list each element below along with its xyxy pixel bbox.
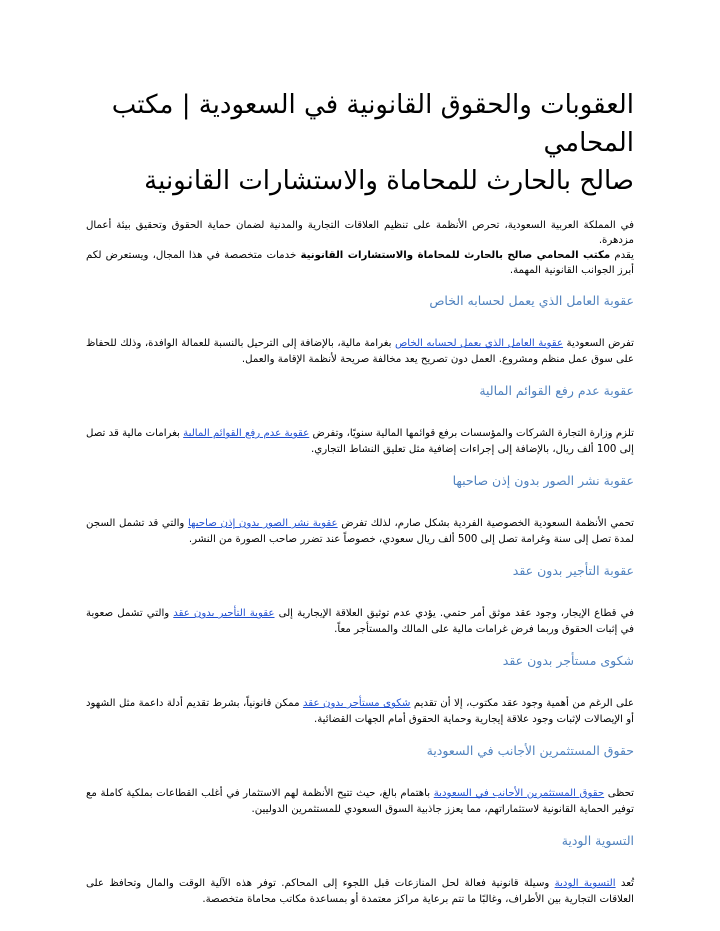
section-paragraph: [86, 426, 634, 458]
paragraph-text: باهتمام بالغ، حيث تتيح الأنظمة لهم الاستثمار في أغلب القطاعات بملكية كاملة مع توفير الحماية القانونية لاستثماراتهم، مما يعزز جاذبية السوق السعودي للمستثمرين الدوليين.: [86, 788, 634, 815]
worker-penalty-link[interactable]: عقوبة العامل الذي يعمل لحسابه الخاص: [394, 338, 564, 349]
paragraph-text: تحمي الأنظمة السعودية الخصوصية الفردية بشكل صارم، لذلك تفرض: [337, 518, 634, 529]
section-financial-statements: [86, 382, 634, 458]
section-heading: عقوبة عدم رفع القوائم المالية: [479, 383, 634, 398]
section-paragraph: [86, 516, 634, 548]
paragraph-text: وسيلة قانونية فعالة لحل المنازعات قبل اللجوء إلى المحاكم. توفر هذه الآلية الوقت والمال وتحافظ على العلاقات التجارية بين الأطراف، وغالبًا ما تتم برعاية مراكز معتمدة أو بمساعدة مكاتب محاماة متخصصة.: [86, 878, 634, 905]
page-title: [86, 86, 634, 200]
paragraph-text: بغرامة مالية، بالإضافة إلى الترحيل بالنسبة للعمالة الوافدة، وذلك للحفاظ على سوق عمل منظم ومشروع. العمل دون تصريح يعد مخالفة صريحة لأنظمة الإقامة والعمل.: [86, 338, 634, 365]
section-heading: شكوى مستأجر بدون عقد: [502, 653, 634, 668]
document-page: [86, 86, 634, 908]
section-photo-publishing: [86, 472, 634, 548]
section-heading: عقوبة نشر الصور بدون إذن صاحبها: [452, 473, 634, 488]
financial-statements-link[interactable]: عقوبة عدم رفع القوائم المالية: [183, 428, 310, 439]
paragraph-text: على الرغم من أهمية وجود عقد مكتوب، إلا أن تقديم: [410, 698, 634, 709]
section-heading: عقوبة التأجير بدون عقد: [512, 563, 634, 578]
section-foreign-investors: [86, 742, 634, 818]
renting-penalty-link[interactable]: عقوبة التأجير بدون عقد: [173, 608, 275, 619]
amicable-settlement-link[interactable]: التسوية الودية: [554, 878, 616, 889]
paragraph-text: والتي تشمل صعوبة في إثبات الحقوق وربما فرض غرامات مالية على المالك والمستأجر معاً.: [86, 608, 634, 635]
section-worker-penalty: [86, 292, 634, 368]
tenant-complaint-link[interactable]: شكوى مستأجر بدون عقد: [302, 698, 411, 709]
paragraph-text: بغرامات مالية قد تصل إلى 100 ألف ريال، بالإضافة إلى إجراءات إضافية مثل تعليق النشاط التجاري.: [86, 428, 634, 455]
section-paragraph: [86, 606, 634, 638]
section-paragraph: [86, 336, 634, 368]
intro-text-pre: يقدم: [610, 250, 634, 261]
paragraph-text: ممكن قانونياً، بشرط تقديم أدلة داعمة مثل الشهود أو الإيصالات لإثبات وجود علاقة إيجارية وحماية الحقوق أمام الجهات القضائية.: [86, 698, 634, 725]
section-tenant-complaint: [86, 652, 634, 728]
intro-paragraph-1: في المملكة العربية السعودية، تحرص الأنظمة على تنظيم العلاقات التجارية والمدنية لضمان حماية الحقوق وتحقيق بيئة أعمال مزدهرة.: [86, 220, 634, 246]
paragraph-text: في قطاع الإيجار، وجود عقد موثق أمر حتمي. يؤدي عدم توثيق العلاقة الإيجارية إلى: [274, 608, 634, 619]
office-name: مكتب المحامي صالح بالحارث للمحاماة والاستشارات القانونية: [300, 250, 611, 261]
foreign-investors-link[interactable]: حقوق المستثمرين الأجانب في السعودية: [433, 788, 605, 799]
section-heading: التسوية الودية: [561, 833, 634, 848]
section-heading: عقوبة العامل الذي يعمل لحسابه الخاص: [429, 293, 634, 308]
paragraph-text: تفرض السعودية: [563, 338, 634, 349]
section-amicable-settlement: [86, 832, 634, 908]
paragraph-text: تحظى: [604, 788, 635, 799]
section-heading: حقوق المستثمرين الأجانب في السعودية: [426, 743, 634, 758]
section-paragraph: [86, 696, 634, 728]
intro-text-post: خدمات متخصصة في هذا المجال، ويستعرض لكم أبرز الجوانب القانونية المهمة.: [86, 250, 634, 276]
paragraph-text: تُعد: [615, 878, 634, 889]
section-paragraph: [86, 786, 634, 818]
section-paragraph: [86, 876, 634, 908]
paragraph-text: تلزم وزارة التجارة الشركات والمؤسسات برفع قوائمها المالية سنويًا، وتفرض: [309, 428, 634, 439]
section-renting-without-contract: [86, 562, 634, 638]
photo-publishing-link[interactable]: عقوبة نشر الصور بدون إذن صاحبها: [187, 518, 338, 529]
intro-paragraph-2: [86, 248, 634, 278]
paragraph-text: والتي قد تشمل السجن لمدة تصل إلى سنة وغرامة تصل إلى 500 ألف ريال سعودي، خصوصاً عند تضرر صاحب الصورة من النشر.: [86, 518, 634, 545]
title-line-1: العقوبات والحقوق القانونية في السعودية | مكتب المحامي: [111, 90, 634, 158]
title-line-2: صالح بالحارث للمحاماة والاستشارات القانونية: [144, 166, 634, 196]
intro: [86, 218, 634, 278]
